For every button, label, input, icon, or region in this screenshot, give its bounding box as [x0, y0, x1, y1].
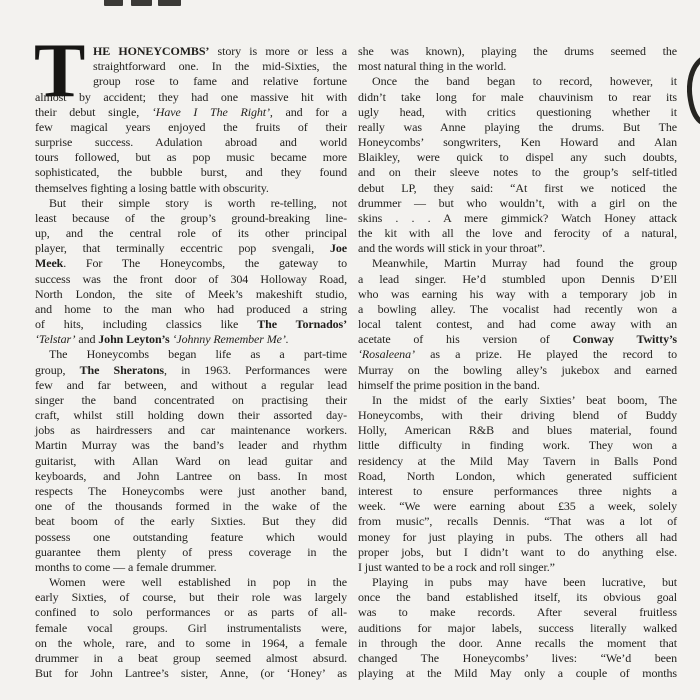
text-line — [35, 287, 347, 302]
text-line — [35, 378, 347, 393]
text-line — [35, 241, 347, 256]
text-line — [358, 241, 677, 256]
text-run: on the whole, rare, and to some in 1964, a female — [35, 635, 347, 650]
text-line — [35, 469, 347, 484]
text-line — [35, 347, 347, 362]
text-line — [358, 651, 677, 666]
text-line — [35, 317, 347, 332]
text-run: ‘Johnny Remember Me’. — [172, 332, 289, 347]
text-line — [358, 378, 677, 393]
text-line — [35, 545, 347, 560]
text-run: as a prize. He played the record to — [414, 347, 677, 362]
text-line — [358, 120, 677, 135]
text-run: Meek — [35, 256, 64, 271]
text-line — [358, 530, 677, 545]
text-line — [358, 181, 677, 196]
text-run: and — [75, 332, 99, 347]
text-line — [358, 605, 677, 620]
text-run: Blaikley, were quick to dispel any such doubts, — [358, 150, 677, 165]
text-line — [358, 287, 677, 302]
text-line — [358, 256, 677, 271]
text-run: North London, the site of Meek’s makeshift studio, — [35, 286, 347, 301]
text-line — [358, 575, 677, 590]
text-run: she was known), playing the drums seemed the — [358, 44, 677, 58]
text-run: Road, North London, which generated sufficient — [358, 468, 677, 483]
page-edge-artifact — [687, 54, 700, 126]
text-run: group rose to fame and relative fortune — [93, 74, 347, 89]
text-line — [358, 272, 677, 287]
text-run: Honeycombs’ songwriters, Ken Howard and Alan — [358, 135, 677, 150]
text-column-left — [34, 27, 348, 681]
text-run: himself the prime position in the band. — [358, 377, 540, 392]
text-run: and on their sleeve notes to the group’s self-titled — [358, 165, 677, 180]
text-run: keyboards, and John Lantree on bass. In most — [35, 468, 347, 483]
text-line — [358, 438, 677, 453]
text-run: a lead singer. He’d stumbled upon Dennis D’Ell — [358, 271, 677, 286]
text-run: group, — [35, 362, 80, 377]
text-run: possess one outstanding feature which would — [35, 529, 347, 544]
text-run: Holly, American R&B and blues material, found — [358, 423, 677, 438]
text-line — [358, 105, 677, 120]
text-run: debut LP, they said: “At first we noticed the — [358, 180, 677, 195]
text-line — [35, 150, 347, 165]
text-run: few and far between, and without a regular lead — [35, 377, 347, 392]
text-run: Meanwhile, Martin Murray had found the group — [372, 256, 677, 271]
text-line — [358, 90, 677, 105]
text-line — [358, 393, 677, 408]
text-line — [358, 150, 677, 165]
text-run: and home to the man who had produced a string — [35, 301, 347, 316]
text-run: Playing in pubs may have been lucrative, but — [372, 575, 677, 590]
text-run: The Honeycombs began life as a part-time — [49, 347, 347, 362]
text-run: In the midst of the early Sixties’ beat boom, The — [372, 392, 677, 407]
text-run: Conway Twitty’s — [572, 332, 677, 347]
text-run: local talent contest, and had come away with an — [358, 317, 677, 332]
text-run: sophisticated, the bubble burst, and they found — [35, 165, 347, 180]
text-run: Honeycombs, with their driving blend of Buddy — [358, 408, 677, 423]
text-run: craft, whilst still holding down their assorted day- — [35, 408, 347, 423]
text-line — [358, 363, 677, 378]
text-run: respects The Honeycombs were just another band, — [35, 483, 347, 498]
text-line — [358, 165, 677, 180]
text-line — [35, 454, 347, 469]
text-run: of hits, including classics like — [35, 317, 258, 332]
text-run: auditions for major labels, success literally walked — [358, 620, 677, 635]
text-line — [35, 666, 347, 681]
text-line — [35, 621, 347, 636]
text-run: jobs as hairdressers and car maintenance workers. — [35, 423, 347, 438]
text-line — [358, 59, 677, 74]
text-line — [35, 272, 347, 287]
text-run: Murray on the bowling alley’s jukebox and earned — [358, 362, 677, 377]
text-run: , in 1963. Performances were — [163, 362, 348, 377]
text-line — [35, 651, 347, 666]
text-line — [35, 605, 347, 620]
text-run: guitarist, with Allan Ward on lead guitar and — [35, 453, 347, 468]
text-line — [358, 469, 677, 484]
text-run: Women were well established in pop in the — [49, 575, 347, 590]
text-line — [35, 530, 347, 545]
text-line — [35, 636, 347, 651]
text-run: straightforward one. In the mid-Sixties, the — [93, 59, 347, 74]
text-run: least because of the group’s ground-breaking line- — [35, 210, 347, 225]
text-run: interest to ensure performances three nights a — [358, 483, 677, 498]
text-line — [35, 363, 347, 378]
top-edge-artifact — [104, 0, 123, 6]
text-line — [358, 423, 677, 438]
text-line — [358, 211, 677, 226]
text-line — [35, 226, 347, 241]
text-line — [358, 514, 677, 529]
text-line — [358, 347, 677, 362]
text-run: months to come — a female drummer. — [35, 559, 217, 574]
text-line — [358, 666, 677, 681]
text-line — [358, 590, 677, 605]
text-run: Once the band began to record, however, it — [372, 74, 677, 89]
text-line — [358, 196, 677, 211]
text-line — [358, 332, 677, 347]
text-line — [35, 135, 347, 150]
text-run: skins . . . A mere gimmick? Watch Honey attack — [358, 210, 677, 225]
text-line — [35, 408, 347, 423]
text-run: . For The Honeycombs, the gateway to — [63, 256, 347, 271]
text-run: a bowling alley. The vocalist had recently won a — [358, 301, 677, 316]
text-run: themselves fighting a losing battle with obscurity. — [35, 180, 269, 195]
text-run: But for John Lantree’s sister, Anne, (or ‘Honey’ as — [35, 666, 347, 681]
text-run: ‘Have I The Right’, — [151, 104, 273, 119]
text-run: HE HONEYCOMBS’ — [93, 44, 210, 58]
text-run: playing at the Mild May only a couple of months — [358, 666, 677, 681]
text-run: little difficulty in finding work. They won a — [358, 438, 677, 453]
text-line — [358, 636, 677, 651]
text-line — [358, 621, 677, 636]
text-run: didn’t take long for male chauvinism to rear its — [358, 89, 677, 104]
text-run: tours followed, but as pop music became more — [35, 150, 347, 165]
text-run: residency at the Mild May Tavern in Balls Pond — [358, 453, 677, 468]
text-run: I just wanted to be a rock and roll singer.” — [358, 559, 555, 574]
text-run: drummer — but who wouldn’t, with a girl on the — [358, 195, 677, 210]
text-line — [35, 560, 347, 575]
text-line — [358, 484, 677, 499]
text-run: The Tornados’ — [257, 317, 348, 332]
text-line — [35, 575, 347, 590]
text-line — [358, 408, 677, 423]
text-run: success was the front door of 304 Holloway Road, — [35, 271, 347, 286]
text-run: week. “We were earning about £35 a week, solely — [358, 499, 677, 514]
text-run: player, that terminally eccentric pop svengali, — [35, 241, 330, 256]
text-run: surprise success. Adulation abroad and world — [35, 135, 347, 150]
text-run: once the band established itself, its obvious goal — [358, 590, 677, 605]
text-run: Joe — [329, 241, 347, 256]
text-run: few magical years enjoyed the fruits of their — [35, 119, 347, 134]
text-line — [358, 226, 677, 241]
text-run: beat boom of the early Sixties. But they did — [35, 514, 347, 529]
text-line — [35, 211, 347, 226]
text-run: guarantee them plenty of press coverage in the — [35, 544, 347, 559]
text-run: really was Anne playing the drums. But The — [358, 119, 677, 134]
text-run: female vocal groups. Girl instrumentalists were, — [35, 620, 347, 635]
text-line — [35, 484, 347, 499]
text-line — [358, 135, 677, 150]
text-line — [35, 196, 347, 211]
text-run: Martin Murray was the band’s leader and rhythm — [35, 438, 347, 453]
text-run: ‘Telstar’ — [35, 332, 76, 347]
text-run: ‘Rosaleena’ — [358, 347, 415, 362]
text-run: proper jobs, but I didn’t want to do anything else. — [358, 544, 677, 559]
text-run: ugly head, with critics questioning whether it — [358, 104, 677, 119]
text-run: story is more or less a — [209, 44, 347, 58]
text-run: was to make records. After several fruitless — [358, 605, 677, 620]
text-line — [35, 302, 347, 317]
text-column-right — [358, 44, 677, 681]
text-line — [35, 438, 347, 453]
text-run: changed The Honeycombs’ lives: “We’d been — [358, 650, 677, 665]
text-run: John Leyton’s — [98, 332, 170, 347]
drop-cap: T — [34, 27, 86, 113]
top-edge-artifact — [131, 0, 152, 6]
text-run: The Sheratons — [79, 362, 164, 377]
text-line — [358, 317, 677, 332]
text-run: singer the band concentrated on practising their — [35, 392, 347, 407]
text-line — [35, 332, 347, 347]
text-line — [358, 499, 677, 514]
text-run: one of the thousands formed in the wake of the — [35, 499, 347, 514]
text-line — [35, 393, 347, 408]
text-line — [358, 302, 677, 317]
text-line — [358, 560, 677, 575]
text-run: the kit with all the love and ferocity of a natural, — [358, 226, 677, 241]
text-run: early Sixties, of course, but their role was largely — [35, 590, 347, 605]
text-line — [35, 499, 347, 514]
text-line — [358, 74, 677, 89]
text-line — [358, 454, 677, 469]
text-run: most natural thing in the world. — [358, 59, 507, 74]
text-run: almost by accident; they had one massive hit with — [35, 89, 347, 104]
text-line — [35, 590, 347, 605]
text-line — [35, 181, 347, 196]
text-run: in through the door. Anne recalls the moment that — [358, 635, 677, 650]
text-run: drummer in a beat group seemed almost absurd. — [35, 650, 347, 665]
text-run: and the words will stick in your throat”. — [358, 241, 546, 256]
text-line — [358, 44, 677, 59]
text-line — [35, 256, 347, 271]
text-run: money for just playing in pubs. The others all had — [358, 529, 677, 544]
text-run: But their simple story is worth re-telling, not — [49, 195, 347, 210]
text-run: from music”, recalls Dennis. “That was a lot of — [358, 514, 677, 529]
text-run: acetate of his version of — [358, 332, 573, 347]
text-run: confined to solo performances or as parts of all- — [35, 605, 347, 620]
text-run: who was earning his way with a temporary job in — [358, 286, 677, 301]
text-run: their debut single, — [35, 104, 152, 119]
text-line — [35, 423, 347, 438]
text-line — [358, 545, 677, 560]
text-line — [35, 165, 347, 180]
text-run: up, and the central role of its other principal — [35, 226, 347, 241]
top-edge-artifact — [158, 0, 181, 6]
text-line — [35, 514, 347, 529]
text-line — [35, 120, 347, 135]
text-run: and for a — [272, 104, 347, 119]
